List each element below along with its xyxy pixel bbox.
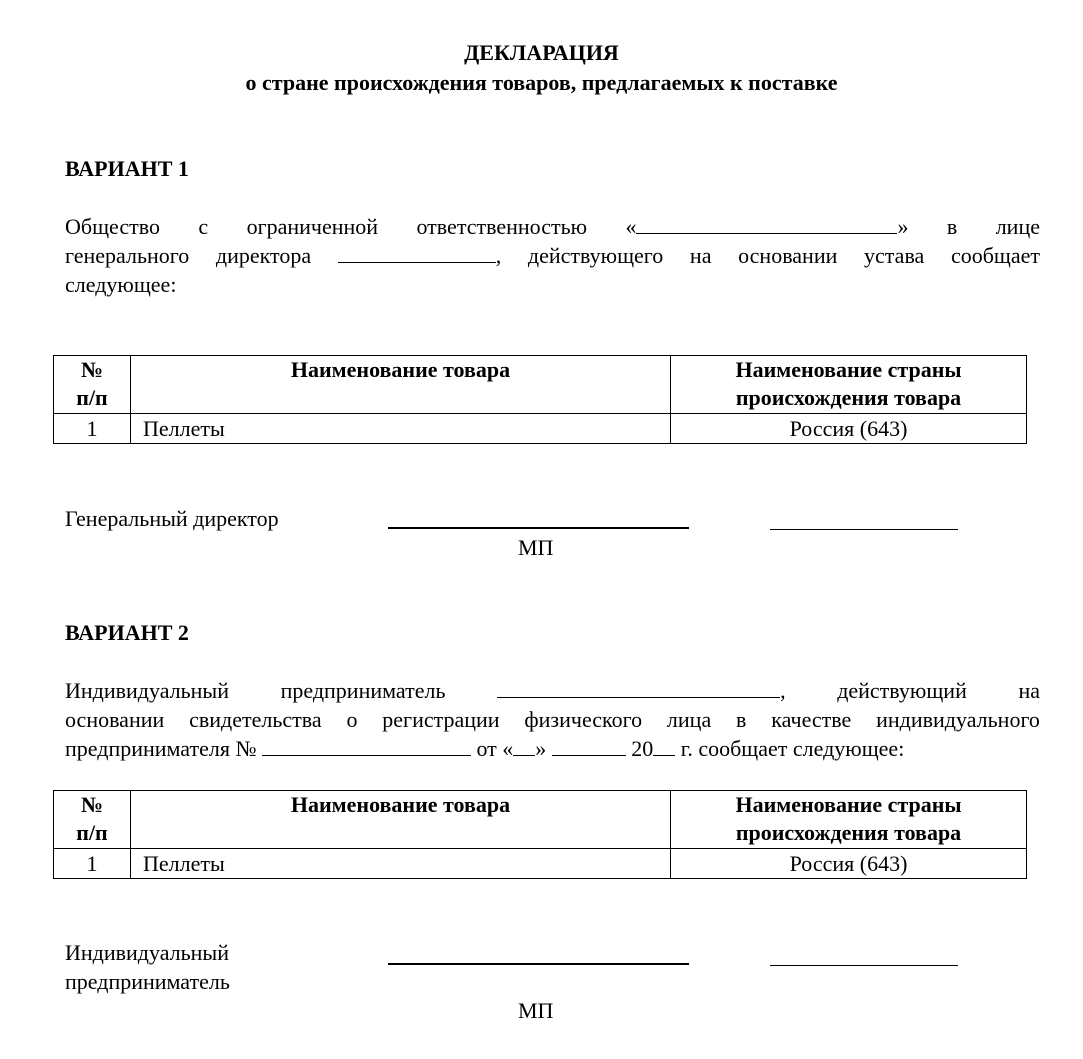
word: лице [995,214,1040,239]
word: ответственностью [416,214,588,239]
cell-country: Россия (643) [671,849,1027,879]
word: основании [65,707,165,732]
header-text: происхождения товара [735,820,962,845]
variant1-paragraph-line2 [65,242,1040,270]
column-header-product [131,356,671,414]
word: с [198,214,209,239]
certificate-number-blank[interactable] [262,735,471,756]
word: индивидуального [876,707,1040,732]
column-header-number [54,791,131,849]
word: действующий [837,678,967,703]
comma: , [495,243,502,268]
header-text: происхождения товара [735,385,962,410]
word: о [346,707,358,732]
word: свидетельства [189,707,322,732]
word: генерального [65,243,190,268]
variant1-paragraph-line3: следующее: [65,272,177,297]
word: от « [476,736,514,761]
column-header-country [671,356,1027,414]
word: на [689,243,712,268]
quote-close: » [535,736,547,761]
variant2-heading: ВАРИАНТ 2 [65,620,189,645]
year-blank[interactable] [653,735,675,756]
variant2-goods-table [53,790,1027,879]
column-header-country [671,791,1027,849]
header-text: Наименование товара [290,357,511,382]
cell-number: 1 [54,414,131,444]
variant2-signature-line[interactable] [388,963,689,965]
word: Общество [65,214,160,239]
word: предпринимателя № [65,736,257,761]
word: на [1018,678,1040,703]
entrepreneur-name-blank[interactable] [497,677,780,698]
company-name-blank[interactable] [636,213,897,234]
variant1-heading: ВАРИАНТ 1 [65,156,189,181]
variant1-stamp-mark: МП [518,535,554,560]
header-text: п/п [76,385,108,410]
word: основании [738,243,838,268]
quote-open: « [625,214,637,239]
variant2-paragraph-line2 [65,706,1040,734]
variant1-signature-label: Генеральный директор [65,506,279,531]
day-blank[interactable] [513,735,535,756]
word: предприниматель [280,678,446,703]
word: в [736,707,747,732]
director-name-blank[interactable] [338,242,496,263]
word: лица [666,707,712,732]
variant2-paragraph-line1 [65,677,1040,705]
word: директора [215,243,312,268]
entrepreneur-name-field[interactable] [497,677,786,705]
variant1-name-line[interactable] [770,529,958,530]
variant1-signature-line[interactable] [388,527,689,529]
header-text: Наименование товара [290,792,511,817]
quote-close: » [897,214,909,239]
column-header-number [54,356,131,414]
year-prefix: 20 [631,736,654,761]
month-blank[interactable] [552,735,626,756]
word: г. сообщает следующее: [680,736,905,761]
word: в [946,214,958,239]
director-name-field[interactable] [338,242,502,270]
column-header-product [131,791,671,849]
document-title: ДЕКЛАРАЦИЯ [464,40,619,65]
variant1-paragraph-line1 [65,213,1040,241]
word: устава [864,243,925,268]
table-header-row [54,791,1027,849]
word: ограниченной [246,214,379,239]
header-text: п/п [76,820,108,845]
company-name-field[interactable] [625,213,908,241]
comma: , [780,678,786,703]
cell-number: 1 [54,849,131,879]
variant2-stamp-mark: МП [518,998,554,1023]
word: сообщает [950,243,1040,268]
word: физического [524,707,643,732]
table-header-row [54,356,1027,414]
header-text: Наименование страны [735,792,962,817]
variant2-name-line[interactable] [770,965,958,966]
word: действующего [527,243,664,268]
variant2-signature-label-line1: Индивидуальный [65,940,229,965]
cell-product: Пеллеты [131,849,671,879]
variant2-signature-label-line2: предприниматель [65,969,230,994]
variant2-paragraph-line3 [65,735,1040,763]
word: качестве [771,707,852,732]
header-text: № [80,357,104,382]
table-row [54,414,1027,444]
header-text: Наименование страны [735,357,962,382]
variant1-goods-table [53,355,1027,444]
header-text: № [80,792,104,817]
cell-product: Пеллеты [131,414,671,444]
document-subtitle: о стране происхождения товаров, предлагаемых к поставке [245,70,838,95]
word: регистрации [382,707,500,732]
cell-country: Россия (643) [671,414,1027,444]
word: Индивидуальный [65,678,229,703]
table-row [54,849,1027,879]
